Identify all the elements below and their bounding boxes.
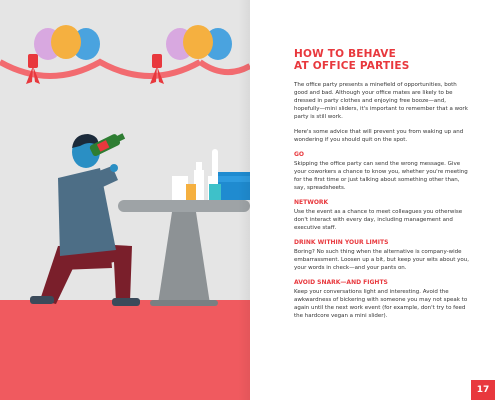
- page-title-line-1: HOW TO BEHAVE: [294, 48, 396, 60]
- bunting-knot-left: [28, 54, 38, 68]
- table-top: [118, 200, 250, 212]
- balloon-orange-left: [51, 25, 81, 59]
- article: [294, 48, 472, 327]
- section-text-snark: Keep your conversations light and interesting. Avoid the awkwardness of bickering with someone you may not speak to again until the next work event (for example, don't try to feed the hardcore vegan a mini slider).: [294, 289, 468, 319]
- page-title-line-2: AT OFFICE PARTIES: [294, 60, 410, 72]
- person-hand: [110, 164, 118, 172]
- advice-paragraph: Here's some advice that will prevent you from waking up and wondering if you should quit on the spot.: [294, 129, 464, 143]
- page-number: 17: [471, 380, 495, 400]
- balloon-orange-right: [183, 25, 213, 59]
- intro-paragraph: The office party presents a minefield of opportunities, both good and bad. Although your office mates are likely to be dressed in party clothes and enjoying free booze—and, hopefully—mini sliders, it's important to remember that a work party is still work.: [294, 82, 468, 120]
- floor: [0, 300, 250, 400]
- section-heading-network: NETWORK: [294, 199, 329, 206]
- person-front-shoe: [112, 298, 140, 306]
- section-text-drink: Boring? No such thing when the alternative is company-wide embarrassment. Loosen up a bit, but keep your wits about you, your words in check—and your pants on.: [294, 249, 469, 271]
- page-title: [294, 48, 472, 72]
- section-heading-snark: AVOID SNARK—AND FIGHTS: [294, 279, 388, 286]
- section-text-network: Use the event as a chance to meet colleagues you otherwise don't interact with every day, including management and executive staff.: [294, 209, 463, 231]
- bottle-yellow: [186, 184, 196, 200]
- section-heading-drink: DRINK WITHIN YOUR LIMITS: [294, 239, 389, 246]
- text-page: [250, 0, 500, 400]
- bunting-knot-middle: [152, 54, 162, 68]
- section-heading-go: GO: [294, 151, 305, 158]
- cup: [172, 176, 188, 200]
- person-back-shoe: [30, 296, 54, 304]
- glass-green: [209, 184, 221, 200]
- section-text-go: Skipping the office party can send the wrong message. Give your coworkers a chance to know you, whether you're meeting for the first time or just talking about something other than, say, spreadsheets.: [294, 161, 468, 191]
